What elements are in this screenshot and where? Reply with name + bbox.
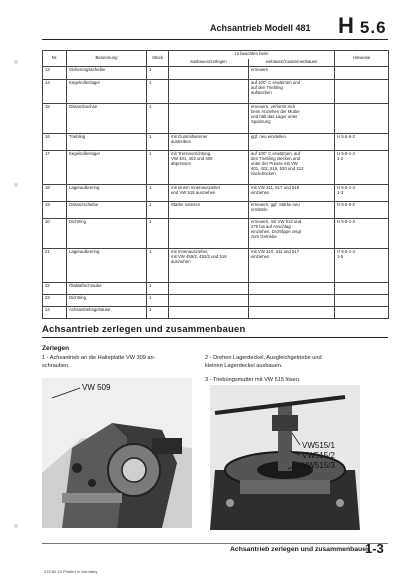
figure-pinion-nut (210, 385, 360, 530)
figure-label-vw515-2: VW515/2 (302, 451, 335, 460)
row-qty: 1 (147, 295, 169, 307)
row-nr: 16 (43, 134, 67, 151)
table-row (43, 151, 389, 185)
footer-rule (42, 543, 388, 544)
row-hints (335, 67, 389, 80)
row-nr: 22 (43, 283, 67, 295)
table-row (43, 185, 389, 202)
row-qty: 1 (147, 202, 169, 219)
footer-title: Achsantrieb zerlegen und zusammenbauen (230, 546, 371, 553)
table-row (43, 80, 389, 104)
col-header-nr: Nr. (43, 51, 67, 67)
figure-holding-plate (42, 378, 192, 528)
row-assembly: auf 100° C erwärmen, auf den Triebling stecken und unter der Presse mit VW 401, 402, 516, 520 und 412 nachdrücken (249, 151, 335, 185)
row-assembly (249, 307, 335, 319)
row-qty: 1 (147, 219, 169, 249)
instruction-step-2: 2 - Drehen Lagerdeckel, Ausgleichgetriebe und kleinen Lagerdeckel ausbauen. (205, 355, 322, 370)
row-qty: 1 (147, 283, 169, 295)
row-qty: 1 (147, 134, 169, 151)
row-hints (335, 307, 389, 319)
row-name: Triebling (67, 134, 147, 151)
row-hints (335, 295, 389, 307)
section-code-letter: H (338, 13, 355, 38)
instruction-step-3: 3 - Triebüngsmutter mit VW 515 lösen. (205, 377, 301, 383)
row-nr: 19 (43, 202, 67, 219)
row-disassembly (169, 295, 249, 307)
row-qty: 1 (147, 80, 169, 104)
row-name: Distanzbuchse (67, 104, 147, 134)
row-nr: 17 (43, 151, 67, 185)
row-assembly: ggf. neu einstellen (249, 134, 335, 151)
figure-holding-plate-illustration (42, 378, 192, 528)
row-assembly (249, 283, 335, 295)
binder-hole (14, 183, 18, 187)
row-name: Lageraußenring (67, 185, 147, 202)
row-assembly: mit VW 311, 517 und 518 einziehen (249, 185, 335, 202)
table-row (43, 219, 389, 249)
row-name: Achsantriebsgehäuse (67, 307, 147, 319)
table-row (43, 249, 389, 283)
row-hints: H 5.6-5-2 (335, 134, 389, 151)
row-qty: 1 (147, 307, 169, 319)
row-hints: H 5.6-1-4 1-2 (335, 151, 389, 185)
table-row (43, 283, 389, 295)
row-disassembly (169, 67, 249, 80)
subheading: Zerlegen (42, 345, 70, 352)
row-disassembly: mit Innenauszieher, mit VW 459/2, 452/2 und 518 ausziehen (169, 249, 249, 283)
section-rule (42, 337, 388, 338)
row-hints: H 5.6-1-4 1-5 (335, 249, 389, 283)
row-name: Sicherungsscheibe (67, 67, 147, 80)
row-disassembly: mit Trennvorrichtung, VW 401, 402 und 409 abpressen (169, 151, 249, 185)
row-qty: 1 (147, 151, 169, 185)
table-row (43, 134, 389, 151)
row-assembly: mit VW 310, 311 und 517 einziehen (249, 249, 335, 283)
row-assembly: auf 100° C erwärmen und auf den Triebling aufstecken (249, 80, 335, 104)
row-assembly (249, 295, 335, 307)
row-disassembly: mit Gummihammer austreiben (169, 134, 249, 151)
header-title: Achsantrieb Modell 481 (210, 23, 311, 33)
row-disassembly (169, 283, 249, 295)
table-row (43, 202, 389, 219)
binder-hole (14, 524, 18, 528)
row-nr: 14 (43, 80, 67, 104)
row-nr: 15 (43, 104, 67, 134)
row-hints: H 5.6-1-4 1-3 (335, 185, 389, 202)
print-imprint: 215.60.15 Printed in Germany (44, 569, 98, 574)
table-row (43, 104, 389, 134)
row-qty: 1 (147, 67, 169, 80)
page-number: 1-3 (365, 541, 384, 556)
section-code (338, 13, 387, 39)
row-disassembly (169, 104, 249, 134)
instruction-step-1: 1 - Achsantrieb an die Halteplatte VW 309 an- schrauben. (42, 355, 156, 370)
header-rule (42, 39, 388, 40)
row-name: Kegelrollenlager (67, 151, 147, 185)
row-hints (335, 283, 389, 295)
row-name: Ölablaßschraube (67, 283, 147, 295)
row-disassembly (169, 80, 249, 104)
col-header-qty: Stück (147, 51, 169, 67)
row-nr: 23 (43, 295, 67, 307)
figure-label-vw515-3: VW515/3 (302, 461, 335, 470)
table-row (43, 67, 389, 80)
row-name: Kegelrollenlager (67, 80, 147, 104)
row-hints: H 5.6-5-2 (335, 202, 389, 219)
row-hints (335, 104, 389, 134)
row-name: Dichtring (67, 295, 147, 307)
section-title: Achsantrieb zerlegen und zusammenbauen (42, 324, 246, 335)
col-header-name: Benennung (67, 51, 147, 67)
row-assembly: erneuern (249, 67, 335, 80)
table-row (43, 307, 389, 319)
row-disassembly (169, 219, 249, 249)
row-nr: 24 (43, 307, 67, 319)
row-nr: 18 (43, 185, 67, 202)
col-header-group: zu beachten beim (169, 51, 335, 59)
parts-table (42, 50, 389, 319)
row-name: Lageraußenring (67, 249, 147, 283)
section-code-number: 5.6 (359, 18, 387, 37)
row-disassembly (169, 307, 249, 319)
row-hints (335, 80, 389, 104)
row-disassembly: Stärke notieren (169, 202, 249, 219)
row-nr: 21 (43, 249, 67, 283)
table-row (43, 295, 389, 307)
row-disassembly: mit einem Innenauszieher und VW 518 ausziehen (169, 185, 249, 202)
binder-hole (14, 60, 18, 64)
row-name: Dichtring (67, 219, 147, 249)
figure-label-vw515-1: VW515/1 (302, 441, 335, 450)
col-header-hints: Hinweise (335, 51, 389, 67)
row-name: Distanzscheibe (67, 202, 147, 219)
row-qty: 1 (147, 249, 169, 283)
figure-pinion-nut-illustration (210, 385, 360, 530)
row-qty: 1 (147, 104, 169, 134)
row-nr: 20 (43, 219, 67, 249)
figure-label-vw509: VW 509 (82, 383, 111, 392)
row-nr: 13 (43, 67, 67, 80)
row-assembly: erneuern, verformt sich beim Anziehen der Mutter und hält das Lager unter Spannung (249, 104, 335, 134)
row-hints: H 5.6-1-3 (335, 219, 389, 249)
col-header-assembly: einbauen/zusammenbauen (249, 59, 335, 67)
row-assembly: erneuern, mit VW 512 und 275 bis auf Anschlag einziehen, Dichtlippe zeigt zum Getriebe (249, 219, 335, 249)
row-qty: 1 (147, 185, 169, 202)
row-assembly: erneuern, ggf. Stärke neu ermitteln (249, 202, 335, 219)
col-header-disassembly: ausbauen/zerlegen (169, 59, 249, 67)
